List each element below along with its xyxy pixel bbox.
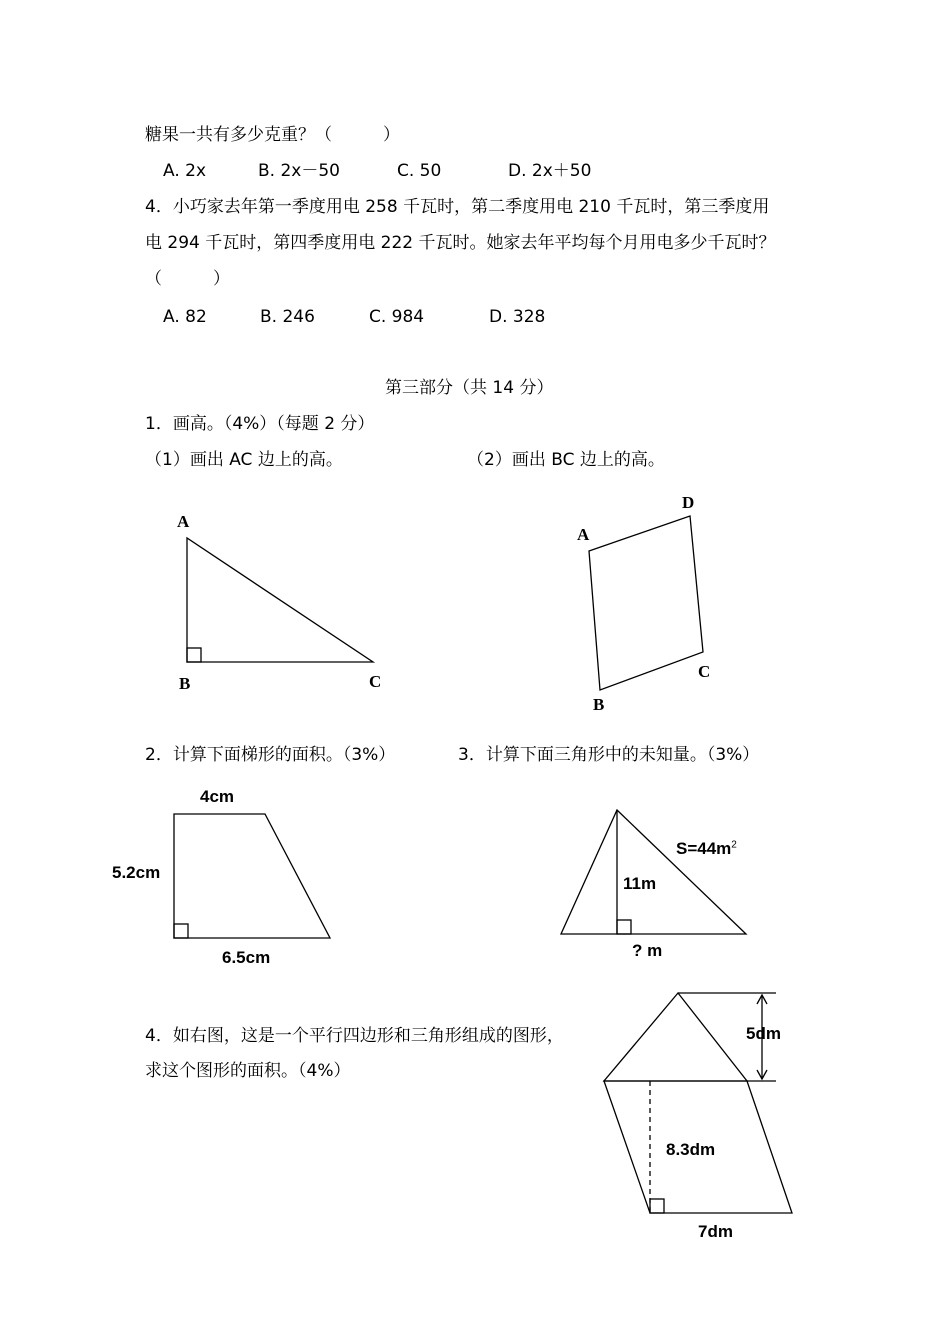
trapezoid-bottom-label: 6.5cm — [222, 948, 271, 967]
parallelogram-label-b: B — [593, 695, 605, 714]
q3-text: 糖果一共有多少克重？（ ） — [145, 125, 400, 145]
q4-option-a: A. 82 — [163, 307, 207, 327]
triangle-with-height — [561, 810, 746, 934]
parallelogram-abcd — [589, 516, 703, 690]
part3-q3: 3．计算下面三角形中的未知量。（3%） — [458, 745, 760, 765]
trapezoid-height-label: 5.2cm — [112, 863, 161, 882]
parallelogram-label-d: D — [682, 493, 695, 512]
q3-option-b: B. 2x－50 — [258, 161, 340, 181]
part3-title: 第三部分（共 14 分） — [385, 378, 554, 398]
q3-option-c: C. 50 — [397, 161, 442, 181]
part3-q2: 2．计算下面梯形的面积。（3%） — [145, 745, 396, 765]
q4-line1: 4．小巧家去年第一季度用电 258 千瓦时，第二季度用电 210 千瓦时，第三季度用 — [145, 197, 770, 217]
trapezoid — [174, 814, 330, 938]
parallelogram-label-c: C — [698, 662, 711, 681]
parallelogram-label-a: A — [577, 525, 590, 544]
q4-option-c: C. 984 — [369, 307, 425, 327]
composite-base-label: 7dm — [698, 1222, 733, 1241]
part3-q4-line1: 4．如右图，这是一个平行四边形和三角形组成的图形， — [145, 1026, 564, 1046]
composite-tri-height-label: 5dm — [746, 1024, 781, 1043]
q4-line3: （ ） — [145, 269, 230, 289]
triangle-area-label: $S=44m^2$ — [676, 839, 737, 858]
q4-option-d: D. 328 — [489, 307, 546, 327]
part3-q1a: （1）画出 AC 边上的高。 — [145, 450, 343, 470]
trapezoid-top-label: 4cm — [200, 787, 235, 806]
triangle-label-b: B — [179, 674, 191, 693]
triangle-label-a: A — [177, 512, 190, 531]
triangle-height-label: 11m — [623, 874, 657, 893]
triangle-base-label: ? m — [632, 941, 663, 960]
part3-q4-line2: 求这个图形的面积。（4%） — [145, 1061, 351, 1081]
q3-option-a: A. 2x — [163, 161, 207, 181]
triangle-label-c: C — [369, 672, 382, 691]
composite-para-height-label: 8.3dm — [666, 1140, 716, 1159]
part3-q1b: （2）画出 BC 边上的高。 — [467, 450, 665, 470]
right-triangle-abc — [187, 538, 373, 662]
part3-q1: 1．画高。（4%）（每题 2 分） — [145, 414, 375, 434]
q3-option-d: D. 2x＋50 — [508, 161, 592, 181]
q4-option-b: B. 246 — [260, 307, 315, 327]
q4-line2: 电 294 千瓦时，第四季度用电 222 千瓦时。她家去年平均每个月用电多少千瓦时？ — [145, 233, 776, 253]
